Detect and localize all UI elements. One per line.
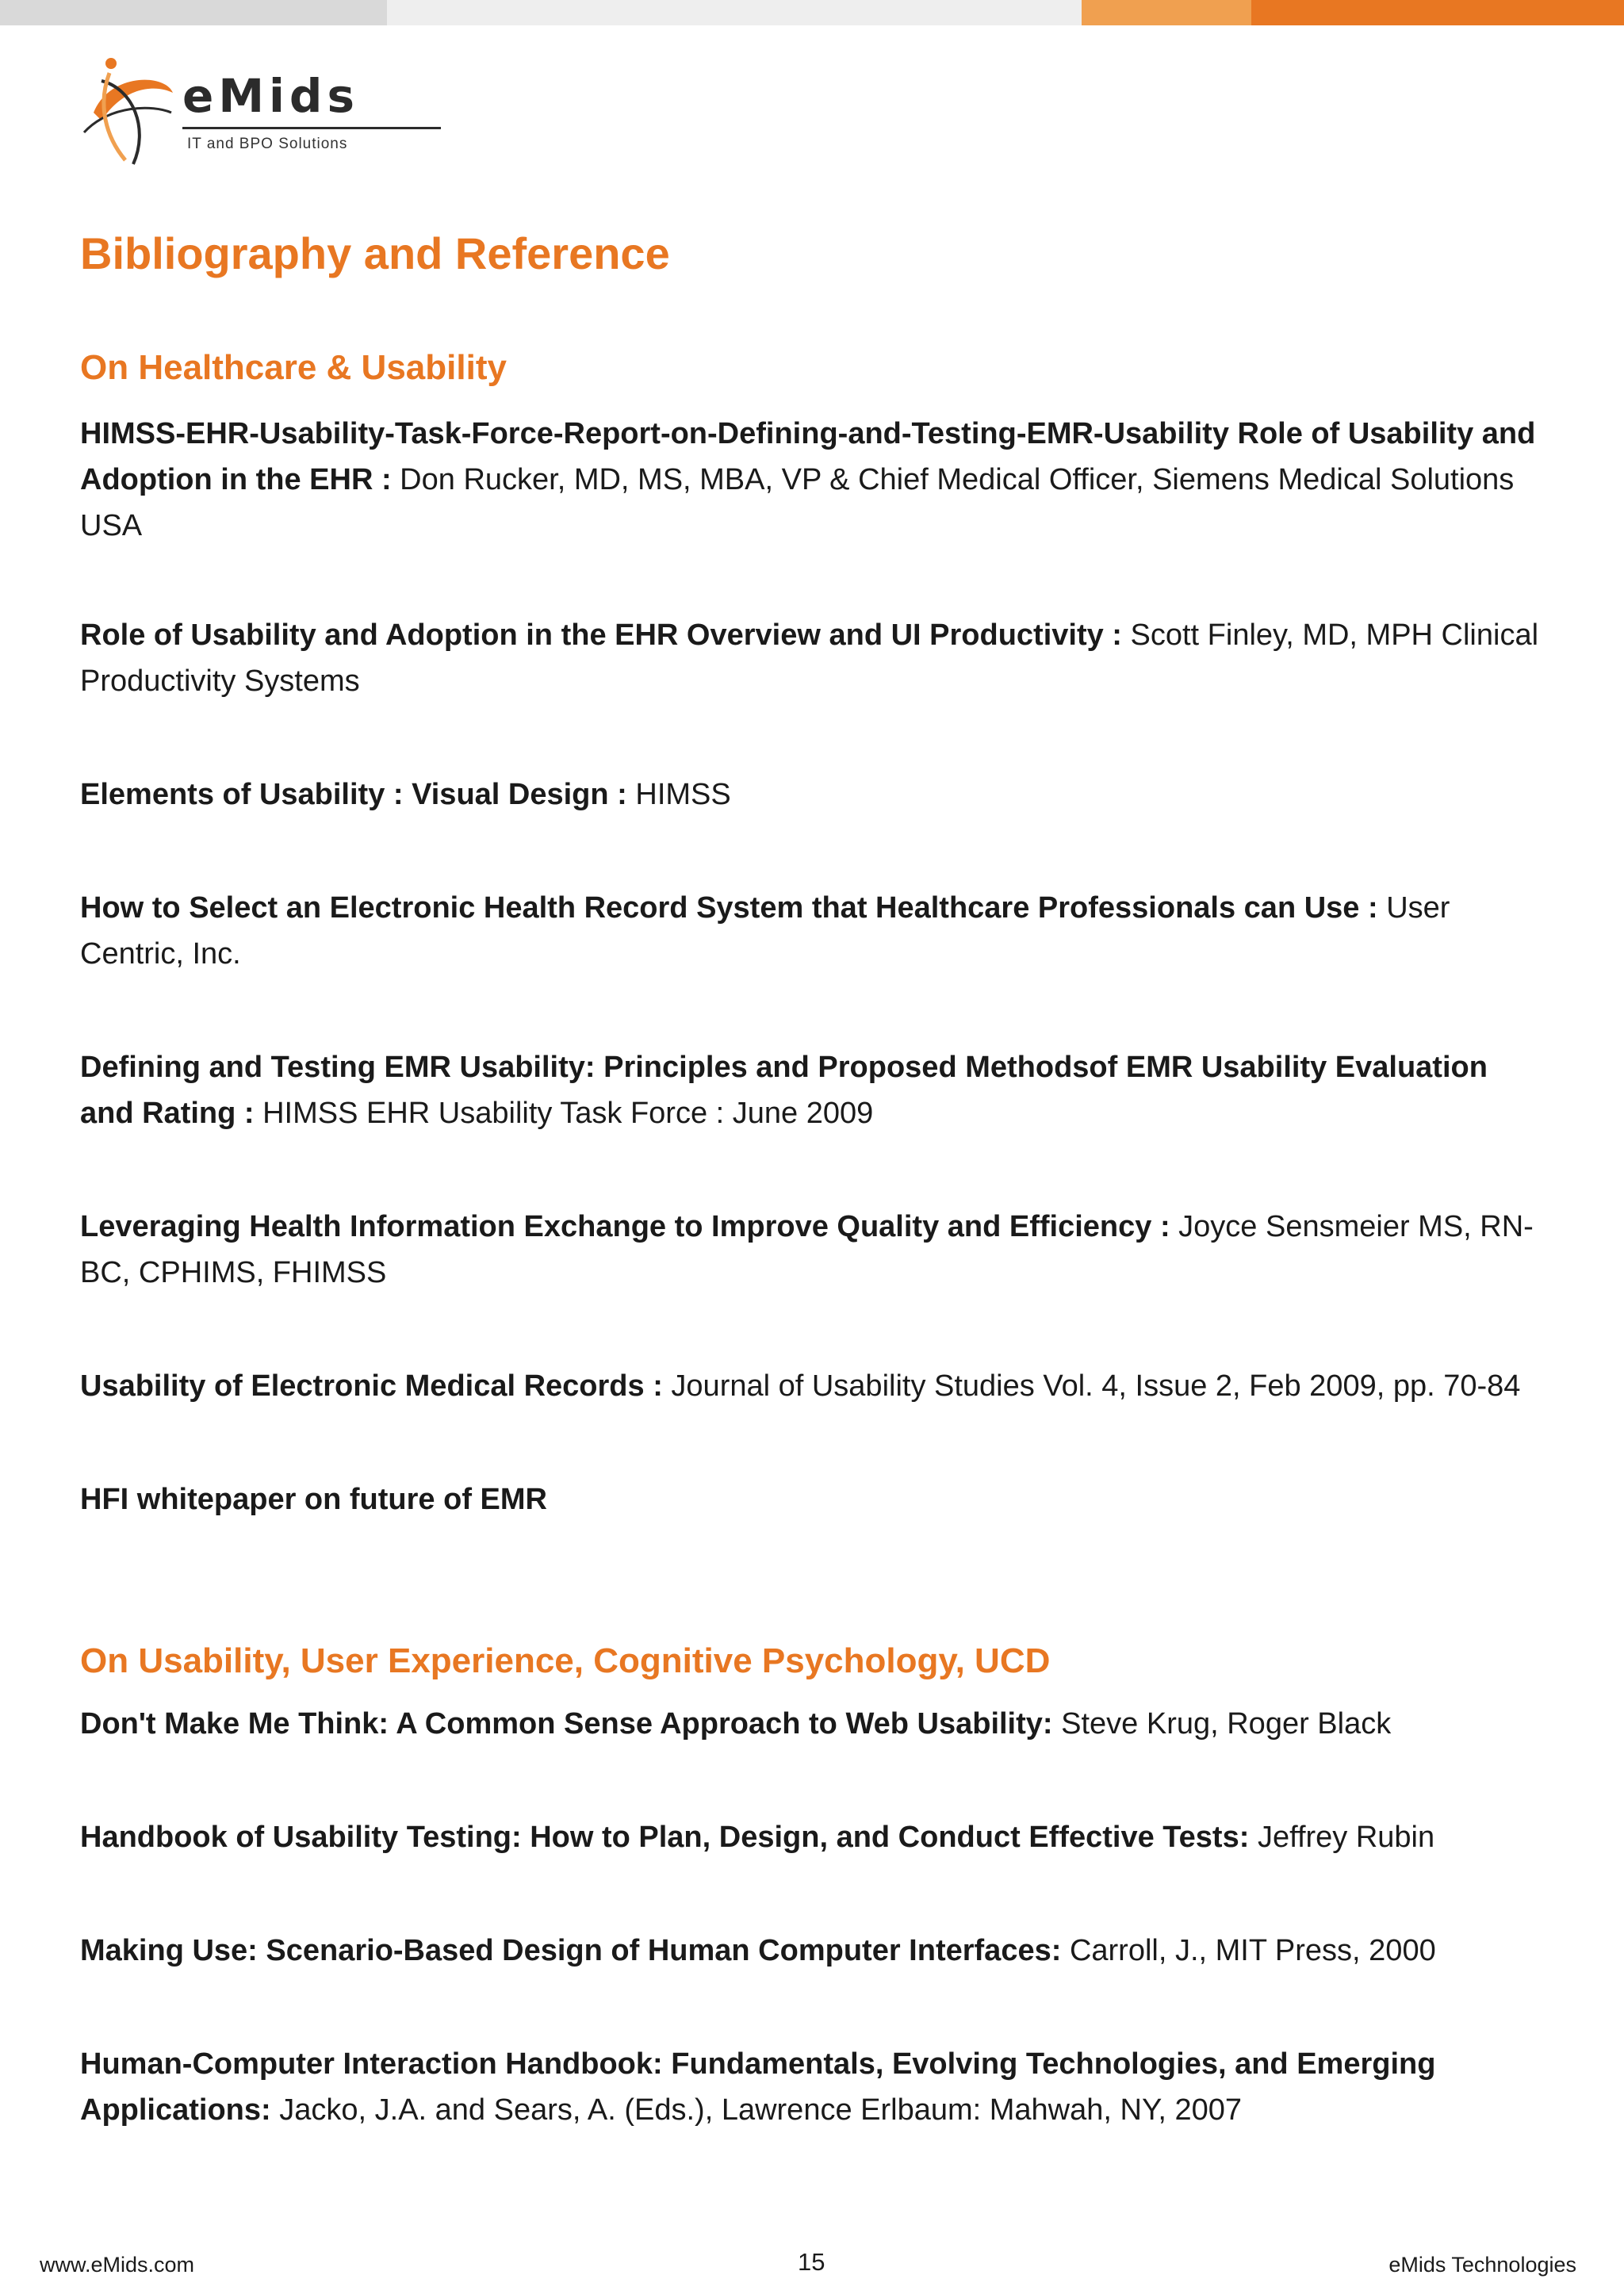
reference-author: Don Rucker, MD, MS, MBA, VP & Chief Medical Officer, Siemens Medical Solutions USA [80,463,1515,542]
reference-title: HIMSS-EHR-Usability-Task-Force-Report-on-Defining-and-Testing-EMR-Usability Role of Usability and Adoption in the EHR : [80,417,1536,496]
reference-title: Leveraging Health Information Exchange to Improve Quality and Efficiency : [80,1210,1170,1243]
reference-title: Defining and Testing EMR Usability: Principles and Proposed Methodsof EMR Usability Evaluation and Rating : [80,1051,1488,1130]
reference-entry [80,411,1547,549]
page-number: 15 [798,2248,825,2276]
reference-title: Don't Make Me Think: A Common Sense Approach to Web Usability: [80,1707,1053,1741]
logo-tagline: IT and BPO Solutions [187,136,348,152]
emids-logo-mark-icon [78,57,181,168]
reference-entry [80,1928,1547,1974]
reference-author: Jacko, J.A. and Sears, A. (Eds.), Lawrence Erlbaum: Mahwah, NY, 2007 [279,2093,1243,2127]
reference-title: Making Use: Scenario-Based Design of Human Computer Interfaces: [80,1934,1062,1967]
reference-title: Role of Usability and Adoption in the EHR Overview and UI Productivity : [80,618,1122,652]
reference-entry [80,612,1547,704]
reference-author: User Centric, Inc. [80,891,1450,971]
reference-author: Journal of Usability Studies Vol. 4, Issue 2, Feb 2009, pp. 70-84 [671,1369,1521,1403]
top-bar-segment-gray [0,0,387,25]
reference-title: Human-Computer Interaction Handbook: Fundamentals, Evolving Technologies, and Emerging Applications: [80,2047,1436,2127]
top-bar-segment-light [387,0,1082,25]
reference-entry [80,1044,1547,1136]
logo-wordmark: eMids [182,69,359,123]
reference-author: Jeffrey Rubin [1257,1821,1435,1854]
page-title: Bibliography and Reference [80,228,670,278]
top-color-bar [0,0,1624,25]
reference-title: Handbook of Usability Testing: How to Plan, Design, and Conduct Effective Tests: [80,1821,1250,1854]
reference-entry [80,2041,1547,2133]
footer-website-link[interactable]: www.eMids.com [40,2253,195,2277]
reference-title: How to Select an Electronic Health Record System that Healthcare Professionals can Use : [80,891,1378,925]
reference-title: Elements of Usability : Visual Design : [80,778,627,811]
reference-author: Steve Krug, Roger Black [1061,1707,1392,1741]
reference-entry [80,885,1547,977]
reference-author: HIMSS [635,778,731,811]
reference-author: HIMSS EHR Usability Task Force : June 2009 [262,1097,874,1130]
reference-entry [80,1476,1547,1522]
footer-company: eMids Technologies [1388,2253,1576,2277]
top-bar-segment-light-orange [1082,0,1251,25]
section-title-healthcare: On Healthcare & Usability [80,348,507,387]
reference-entry [80,772,1547,818]
logo-underline [182,127,441,129]
reference-entry [80,1204,1547,1296]
reference-title: Usability of Electronic Medical Records : [80,1369,663,1403]
reference-title: HFI whitepaper on future of EMR [80,1483,547,1516]
reference-entry [80,1363,1547,1409]
reference-author: Scott Finley, MD, MPH Clinical Productivity Systems [80,618,1539,698]
reference-author: Joyce Sensmeier MS, RN-BC, CPHIMS, FHIMSS [80,1210,1534,1289]
top-bar-segment-orange [1251,0,1624,25]
emids-logo [78,57,379,168]
reference-author: Carroll, J., MIT Press, 2000 [1069,1934,1436,1967]
reference-entry [80,1814,1547,1860]
section-title-usability: On Usability, User Experience, Cognitive Psychology, UCD [80,1641,1051,1680]
reference-entry [80,1701,1547,1747]
